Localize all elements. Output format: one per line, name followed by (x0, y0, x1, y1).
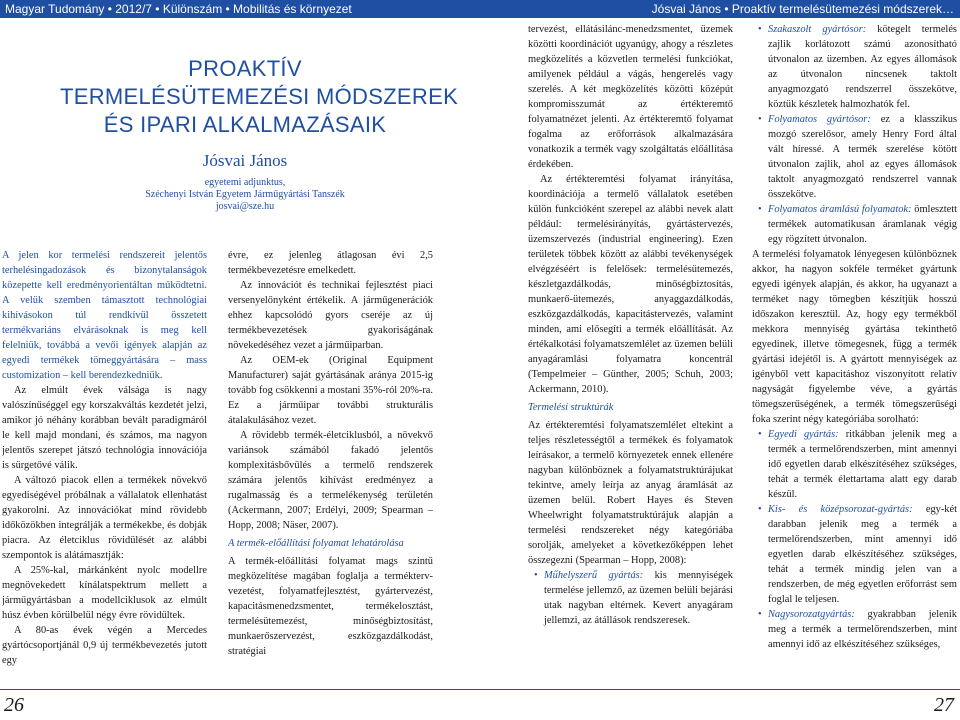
page-number-left: 26 (4, 694, 24, 716)
list-text: kötegelt termelés zajlik korlátozott számú azonosítható útvonalon az üzemben. Az egyes állomások az útvonalon nincsenek taktolt anyagmozgató rendszerrel összekötve, köztük készletek halmozhatók fel. (768, 24, 957, 110)
list-term: Műhelyszerű gyártás: (544, 570, 644, 581)
intro-paragraph: A jelen kor termelési rendszereit jelentős terhelésingadozások és bizonytalanságok közepette kell eredményorientáltan működtetni. A velük szemben támasztott technológiai kihívásokon túl rendkívül összetett termékvariáns elvárásoknak is meg kell felelniük, továbbá a vevői igények alapján az egyedi termékek tömeggyártására – mass customization – kell berendezkedniük. (2, 250, 207, 381)
affiliation-department: Széchenyi István Egyetem Járműgyártási Tanszék (145, 189, 345, 200)
list-term: Folyamatos áramlású folyamatok: (768, 204, 912, 215)
paragraph: évre, ez jelenleg átlagosan évi 2,5 termékbevezetésre emelkedett. (228, 250, 433, 276)
list-text: gyakrabban jelenik meg a termék a termelőrendszerben, mint amennyi idő az elkészítéséhez szükséges, (768, 609, 957, 650)
list-item (768, 502, 957, 607)
section-heading: Termelési struktúrák (528, 402, 614, 413)
list-item (768, 112, 957, 202)
article-title (60, 55, 459, 139)
paragraph: A változó piacok ellen a termékek növekvő egyediségével próbálnak a vállalatok ellenhatást gyakorolni. Az innovációkat mind rövidebb időközökben integrálják a termékekbe, és dobják piacra. Az életciklus rövidülését az alábbi szempontok is alátámasztják: (2, 475, 207, 561)
list-item (768, 22, 957, 112)
paragraph: Az értékteremtési folyamat irányítása, koordinációja a termelő vállalatok esetében külön funkcióként szerepel az alábbi nevek alatt például: termelésirányítás, gyártástervezés, üzemszervezés (industrial engineering). Ezen területek többek között az alábbi tevékenységek elvégzéséért is felelősek: termelésütemezés, készletgazdálkodás, minőségbiztosítás, munkaerő-ütemezés, anyaggazdálkodás, eszközgazdálkodás, kapacitástervezés, valamint minden, ami elősegíti a termék előállítását. Az értékalkotási folyamatszemlélet az üzemen belüli anyagáramlási folyamatra koncentrál (Tempelmeier – Günther, 2005; Schuh, 2003; Ackermann, 2010). (528, 174, 733, 395)
bullet-list (752, 22, 957, 247)
paragraph: A rövidebb termék-életciklusból, a növekvő variánsok számából fakadó jelentős komplexitásbővülés a termelő rendszerek számára jelentős kihívást eredményez a rugalmasság és a termelékenység területén (Ackermann, 2007; Erdélyi, 2009; Spearman – Hopp, 2008; Näser, 2007). (228, 430, 433, 531)
list-text: egy-két darabban jelenik meg a termék a termelőrendszerben, mint amennyi idő egyetlen darab elkészítéséhez szükséges, tehát a termék mindig jelen van a rendszerben, de még egyetlen erőforrást sem foglal le teljesen. (768, 504, 957, 605)
text-column-2 (228, 248, 433, 680)
paragraph: A 80-as évek végén a Mercedes gyártócsoportjánál 0,9 új termékbevezetés jutott egy (2, 625, 207, 666)
title-line: TERMELÉSÜTEMEZÉSI MÓDSZEREK (60, 84, 459, 109)
running-header-left: Magyar Tudomány • 2012/7 • Különszám • Mobilitás és környezet (0, 0, 480, 18)
paragraph: tervezést, ellátásilánc-menedzsmentet, üzemek közötti koordinációt ugyanúgy, ahogy a részletes megközelítés a közvetlen termelési funkciókat, amilyenek például a vágás, hengerelés vagy szerelés. A két megközelítés közötti középút kompromisszumát az értékteremtő folyamatnézet jelenti. Az értékteremtő folyamat fogalma az erőforrások alkalmazására vonatkozik a termék vagy szolgáltatás előállítása érdekében. (528, 24, 733, 170)
bullet-list (752, 427, 957, 652)
list-text: ez a klasszikus mozgó szerelősor, amely Henry Ford által vált híressé. A termék szerelése kötött útvonalon zajlik, ahol az egyes állomások taktolt anyagmozgató rendszerrel vannak összekötve. (768, 114, 957, 200)
affiliation-role: egyetemi adjunktus, (204, 177, 286, 188)
list-item (768, 202, 957, 247)
paragraph: A termelési folyamatok lényegesen különböznek akkor, ha nagyon sokféle terméket gyártunk egyedi igények alapján, és akkor, ha ugyanazt a terméket nagy tömegben készítjük hosszú időszakon keresztül. Az, hogy egy termékből mekkora mennyiség gyártása tekinthető egyedinek, illetve tömegesnek, függ a termék gyártási idejétől is. A gyártott mennyiségek az igényből vett kapacitáshoz viszonyított relatív nagyságát figyelembe véve, a gyártás tömegszerűségének, a termék tömegszerűségi foka szerint négy kategóriába sorolható: (752, 249, 957, 425)
author-affiliation (80, 177, 410, 213)
author-name: Jósvai János (202, 151, 288, 170)
list-text: kis mennyiségek termelése jellemző, az üzemen belüli bejárási utak nagyban eltérnek. Kevert anyagáram jellemzi, az átállások rendszeresek. (544, 570, 733, 626)
paragraph: A termék-előállítási folyamat mags szintű megközelítése magában foglalja a termékterv-vezetést, folyamatfejlesztést, gyártervezést, kapacitásmenedzsmentet, termékelosztást, termelésütemezést, minőségbiztosítást, munkaerőszervezést, eszközgazdálkodást, stratégiai (228, 556, 433, 657)
section-heading: A termék-előállítási folyamat lehatárolása (228, 538, 404, 549)
text-column-3 (528, 22, 733, 682)
list-item (768, 607, 957, 652)
list-text: ömlesztett termékek automatikusan áramlanak végig egy rögzített útvonalon. (768, 204, 957, 245)
paragraph: Az értékteremtési folyamatszemlélet eltekint a teljes részletességtől a termékek és folyamatok leírásakor, a termelő környezetek ennek ellenére nagyban különböznek a folyamatstruktúrájukat tekintve, amely leírja az anyag áramlását az üzemen belül. Robert Hayes és Steven Wheelwright folyamatstruktúrájuk alapján a termelési rendszereket négy kategóriába sorolják, amelyeket a következőképpen lehet összegezni (Spearman – Hopp, 2008): (528, 420, 733, 566)
list-item (544, 568, 733, 628)
footer-rule-left (0, 689, 480, 690)
list-item (768, 427, 957, 502)
paragraph: Az innovációt és technikai fejlesztést piaci versenyelőnyként értékelik. A járműgenerációk ehhez kapcsolódó gyors cseréje az új termékbevezetések gyakoriságának növekedéséhez vezet a járműiparban. (228, 280, 433, 351)
paragraph: Az OEM-ek (Original Equipment Manufacturer) saját gyártásának aránya 2015-ig tovább fog csökkenni a mostani 35%-ról 20%-ra. Ez a járműipar további strukturális átalakulásához vezet. (228, 355, 433, 426)
list-term: Kis- és középsorozat-gyártás: (768, 504, 913, 515)
paragraph: Az elmúlt évek válsága is nagy valószínűséggel egy korszakváltás kezdetét jelzi, amikor jó néhány korábban bevált paradigmáról le kell majd mondani, és számos, ma nagyon jelentős szerepet játszó technológia innovációja is sürgetővé válik. (2, 385, 207, 471)
title-line: PROAKTÍV (188, 56, 302, 81)
footer-rule-right (480, 689, 960, 690)
title-line: ÉS IPARI ALKALMAZÁSAIK (103, 112, 387, 137)
list-term: Egyedi gyártás: (768, 429, 839, 440)
paragraph: A 25%-kal, márkánként nyolc modellre megnövekedett kínálatspektrum mellett a járműgyártásban a modellciklusok az elmúlt húsz évben körülbelül négy évre rövidültek. (2, 565, 207, 621)
running-header-right: Jósvai János • Proaktív termelésütemezési módszerek… (480, 0, 960, 18)
page-number-right: 27 (934, 694, 954, 716)
list-term: Folyamatos gyártósor: (768, 114, 871, 125)
text-column-4 (752, 22, 957, 682)
list-term: Nagysorozatgyártás: (768, 609, 855, 620)
bullet-list (528, 568, 733, 628)
author-email[interactable]: josvai@sze.hu (215, 201, 275, 212)
list-text: ritkábban jelenik meg a termék a termelőrendszerben, mint amennyi idő egyetlen darab elkészítéséhez szükséges, tehát a termék élettartama alatt egy darab készül. (768, 429, 957, 500)
list-term: Szakaszolt gyártósor: (768, 24, 867, 35)
text-column-1 (2, 248, 207, 680)
